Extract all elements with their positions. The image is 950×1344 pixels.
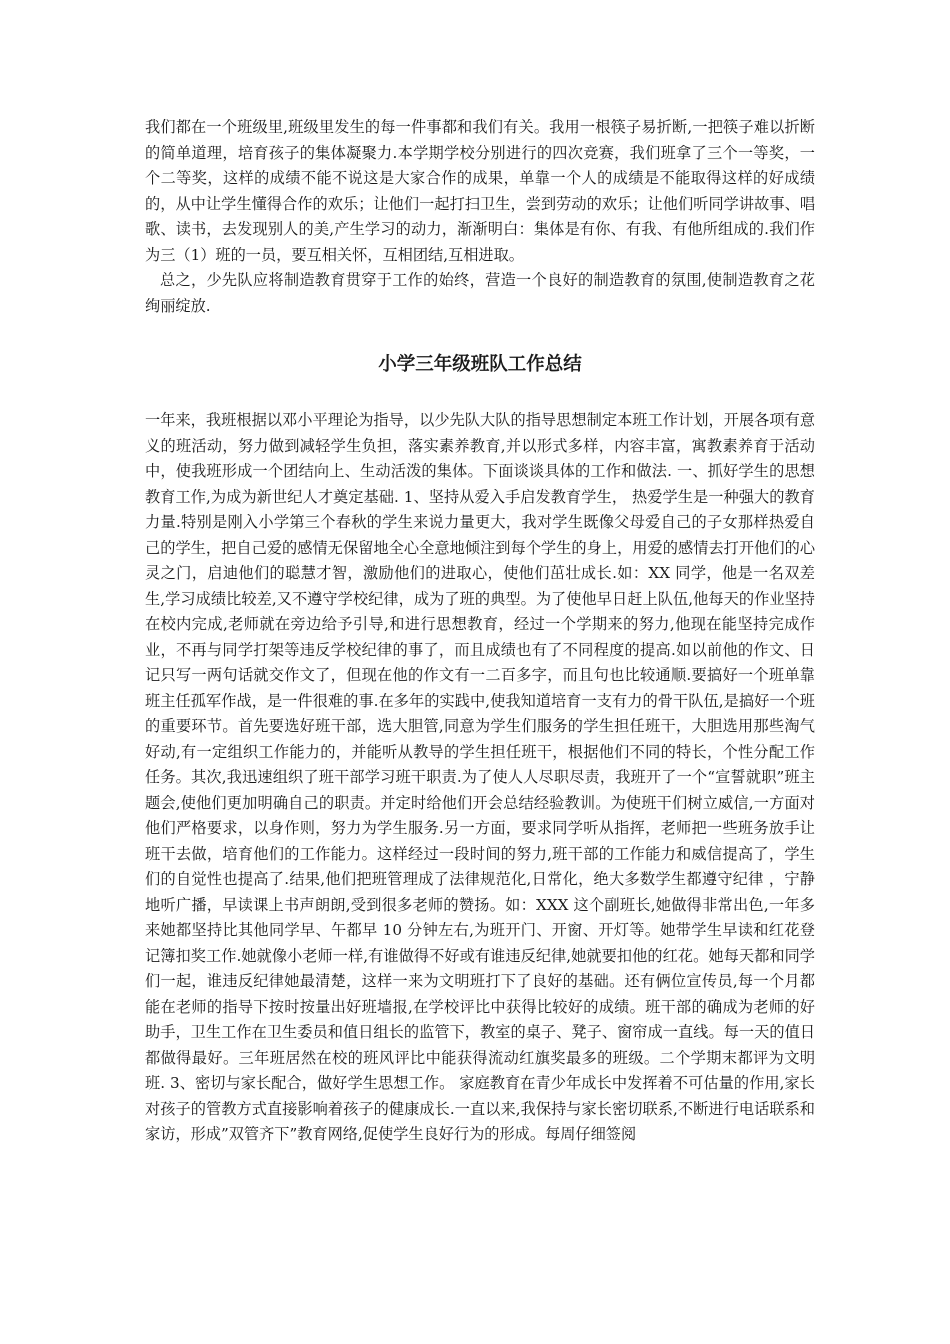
conclusion-paragraph: 总之，少先队应将制造教育贯穿于工作的始终，营造一个良好的制造教育的氛围,使制造教育之花绚丽绽放. [145,271,815,315]
intro-paragraph: 我们都在一个班级里,班级里发生的每一件事都和我们有关。我用一根筷子易折断,一把筷子难以折断的简单道理，培育孩子的集体凝聚力.本学期学校分别进行的四次竞赛，我们班拿了三个一等奖，一个二等奖，这样的成绩不能不说这是大家合作的成果，单靠一个人的成绩是不能取得这样的好成绩的，从中让学生懂得合作的欢乐；让他们一起打扫卫生，尝到劳动的欢乐；让他们听同学讲故事、唱歌、读书，去发现别人的美,产生学习的动力，渐渐明白：集体是有你、有我、有他所组成的.我们作为三（1）班的一员，要互相关怀，互相团结,互相进取。 [145,118,815,264]
document-page [145,115,815,1148]
section-title: 小学三年级班队工作总结 [378,354,582,375]
body-paragraph: 一年来，我班根据以邓小平理论为指导，以少先队大队的指导思想制定本班工作计划，开展各项有意义的班活动，努力做到减轻学生负担，落实素养教育,并以形式多样，内容丰富，寓教素养育于活动中，使我班形成一个团结向上、生动活泼的集体。下面谈谈具体的工作和做法. 一、抓好学生的思想教育工作,为成为新世纪人才奠定基础. 1、坚持从爱入手启发教育学生， 热爱学生是一种强大的教育力量.特别是刚入小学第三个春秋的学生来说力量更大，我对学生既像父母爱自己的子女那样热爱自己的学生，把自己爱的感情无保留地全心全意地倾注到每个学生的身上，用爱的感情去打开他们的心灵之门，启迪他们的聪慧才智，激励他们的进取心，使他们茁壮成长.如：XX 同学，他是一名双差生,学习成绩比较差,又不遵守学校纪律，成为了班的典型。为了使他早日赶上队伍,他每天的作业坚持在校内完成,老师就在旁边给予引导,和进行思想教育，经过一个学期来的努力,他现在能坚持完成作业，不再与同学打架等违反学校纪律的事了，而且成绩也有了不同程度的提高.如以前他的作文、日记只写一两句话就交作文了，但现在他的作文有一二百多字，而且句也比较通顺.要搞好一个班单靠班主任孤军作战，是一件很难的事.在多年的实践中,使我知道培育一支有力的骨干队伍,是搞好一个班的重要环节。首先要选好班干部，选大胆管,同意为学生们服务的学生担任班干，大胆选用那些淘气好动,有一定组织工作能力的，并能听从教导的学生担任班干，根据他们不同的特长，个性分配工作任务。其次,我迅速组织了班干部学习班干职责.为了使人人尽职尽责，我班开了一个“宣誓就职”班主题会,使他们更加明确自己的职责。并定时给他们开会总结经验教训。为使班干们树立威信,一方面对他们严格要求，以身作则，努力为学生服务.另一方面，要求同学听从指挥，老师把一些班务放手让班干去做，培育他们的工作能力。这样经过一段时间的努力,班干部的工作能力和威信提高了，学生们的自觉性也提高了.结果,他们把班管理成了法律规范化,日常化，绝大多数学生都遵守纪律 ，宁静地听广播，早读课上书声朗朗,受到很多老师的赞扬。如：XXX 这个副班长,她做得非常出色,一年多来她都坚持比其他同学早、午都早 10 分钟左右,为班开门、开窗、开灯等。她带学生早读和红花登记簿扣奖工作.她就像小老师一样,有谁做得不好或有谁违反纪律,她就要扣他的红花。她每天都和同学们一起，谁违反纪律她最清楚，这样一来为文明班打下了良好的基础。还有俩位宣传员,每一个月都能在老师的指导下按时按量出好班墙报,在学校评比中获得比较好的成绩。班干部的确成为老师的好助手，卫生工作在卫生委员和值日组长的监管下，教室的桌子、凳子、窗帘成一直线。每一天的值日都做得最好。三年班居然在校的班风评比中能获得流动红旗奖最多的班级。二个学期末都评为文明班. 3、密切与家长配合，做好学生思想工作。 家庭教育在青少年成长中发挥着不可估量的作用,家长对孩子的管教方式直接影响着孩子的健康成长.一直以来,我保持与家长密切联系,不断进行电话联系和家访，形成”双管齐下”教育网络,促使学生良好行为的形成。每周仔细签阅 [145,411,815,1143]
